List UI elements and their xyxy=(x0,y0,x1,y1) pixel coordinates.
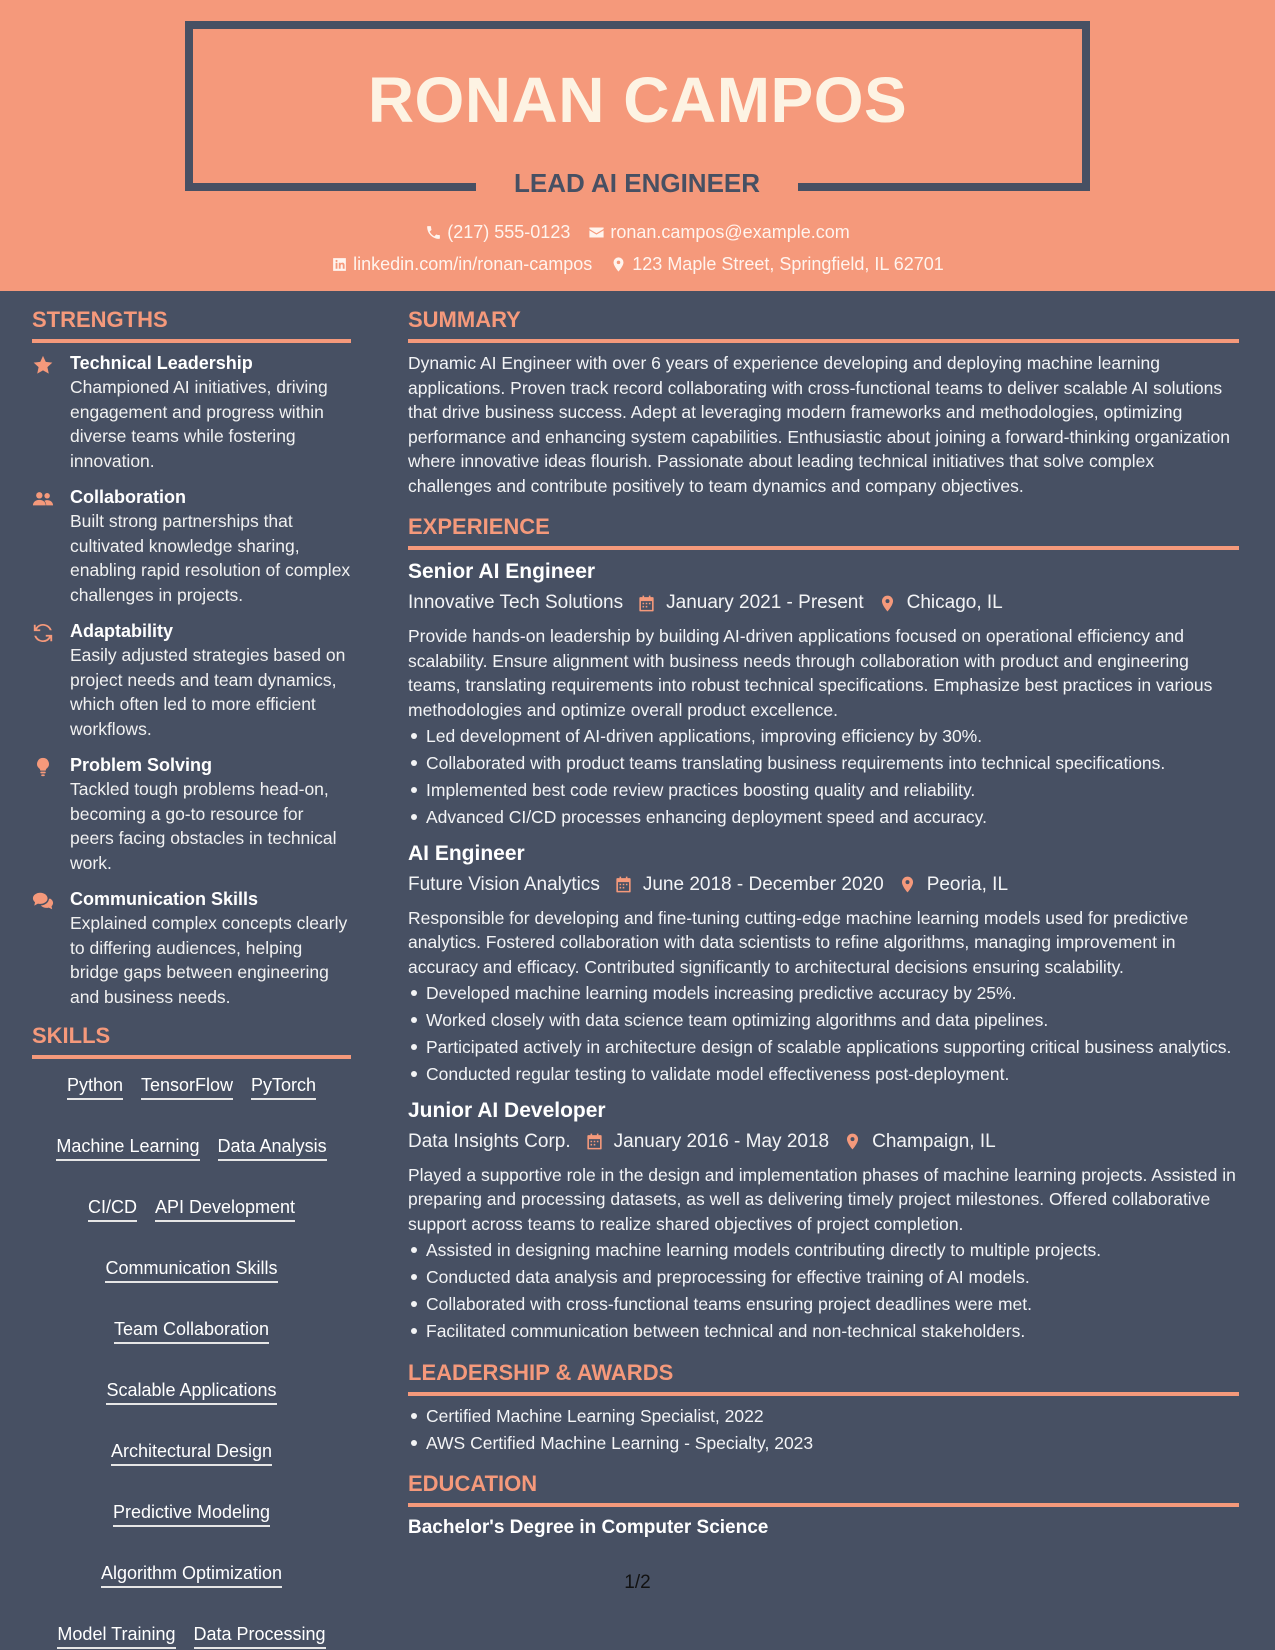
job-entry xyxy=(408,840,1239,1087)
right-column xyxy=(408,305,1239,1541)
bullet-item: Conducted data analysis and preprocessing for effective training of AI models. xyxy=(408,1265,1239,1290)
job-entry xyxy=(408,1097,1239,1344)
job-description: Responsible for developing and fine-tuning cutting-edge machine learning models used for predictive analytics. Fostered collaboration with data scientists to refine algorithms, managing improvement in accuracy and efficacy. Contributed significantly to architectural decisions ensuring scalability. xyxy=(408,907,1189,977)
job-entry xyxy=(408,558,1239,830)
strength-description: Explained complex concepts clearly to differing audiences, helping bridge gaps between engineering and business needs. xyxy=(70,913,348,1007)
address-contact xyxy=(610,252,944,276)
resume-header xyxy=(0,0,1275,291)
job-description: Provide hands-on leadership by building AI-driven applications focused on operational efficiency and scalability. Ensure alignment with business needs through collaboration with product and engineering teams, translating requirements into robust technical specifications. Emphasize best practices in various methodologies and optimize overall product excellence. xyxy=(408,626,1213,720)
strength-item xyxy=(32,351,351,473)
skill-tag: Model Training xyxy=(57,1622,175,1649)
strength-description: Built strong partnerships that cultivated knowledge sharing, enabling rapid resolution of complex challenges in projects. xyxy=(70,511,351,605)
company-name: Innovative Tech Solutions xyxy=(408,592,624,613)
strength-item xyxy=(32,485,351,607)
strength-description: Easily adjusted strategies based on project needs and team dynamics, which often led to more efficient workflows. xyxy=(70,645,346,739)
skill-tag: Machine Learning xyxy=(56,1134,199,1161)
awards-list xyxy=(408,1404,1239,1456)
summary-section xyxy=(408,305,1239,498)
skill-tag: API Development xyxy=(155,1195,295,1222)
company-name: Data Insights Corp. xyxy=(408,1130,571,1152)
page-number: 1/2 xyxy=(624,1572,651,1593)
contact-row xyxy=(0,252,1275,276)
bullet-item: Advanced CI/CD processes enhancing deployment speed and accuracy. xyxy=(408,805,1239,830)
candidate-name: RONAN CAMPOS xyxy=(367,64,908,136)
skills-heading: SKILLS xyxy=(32,1021,351,1059)
summary-heading: SUMMARY xyxy=(408,305,1239,343)
award-item: Certified Machine Learning Specialist, 2022 xyxy=(408,1404,1239,1429)
strength-description: Tackled tough problems head-on, becoming a go-to resource for peers facing obstacles in technical work. xyxy=(70,779,337,873)
skill-tag: Architectural Design xyxy=(111,1439,272,1466)
linkedin-contact[interactable] xyxy=(331,252,592,276)
phone-text: (217) 555-0123 xyxy=(447,222,571,242)
linkedin-icon xyxy=(331,256,348,273)
skill-tag: Python xyxy=(67,1073,123,1100)
calendar-icon xyxy=(585,1132,604,1151)
strength-title: Technical Leadership xyxy=(70,353,253,373)
awards-section xyxy=(408,1358,1239,1456)
star-icon xyxy=(32,354,54,376)
job-dates: January 2016 - May 2018 xyxy=(613,1130,830,1152)
contact-row xyxy=(0,220,1275,244)
bullet-item: Assisted in designing machine learning models contributing directly to multiple projects. xyxy=(408,1238,1239,1263)
company-name: Future Vision Analytics xyxy=(408,873,600,895)
linkedin-text[interactable]: linkedin.com/in/ronan-campos xyxy=(353,254,593,274)
lightbulb-icon xyxy=(32,756,54,778)
bullet-item: Collaborated with product teams translating business requirements into technical specifications. xyxy=(408,751,1239,776)
bullet-item: Participated actively in architecture design of scalable applications supporting critical business analytics. xyxy=(408,1035,1239,1060)
strength-item xyxy=(32,753,351,875)
strength-item xyxy=(32,887,351,1009)
job-title: AI Engineer xyxy=(408,841,525,865)
job-meta xyxy=(408,1127,1239,1157)
job-bullets xyxy=(408,1238,1239,1344)
strength-title: Collaboration xyxy=(70,487,186,507)
skill-tag: Team Collaboration xyxy=(114,1317,269,1344)
map-marker-icon xyxy=(843,1132,862,1151)
education-heading: EDUCATION xyxy=(408,1469,1239,1507)
bullet-item: Led development of AI-driven applications, improving efficiency by 30%. xyxy=(408,724,1239,749)
bullet-item: Collaborated with cross-functional teams ensuring project deadlines were met. xyxy=(408,1292,1239,1317)
strengths-heading: STRENGTHS xyxy=(32,305,351,343)
job-location: Chicago, IL xyxy=(906,592,1003,613)
email-contact[interactable] xyxy=(588,220,849,244)
strength-title: Problem Solving xyxy=(70,755,213,775)
comments-icon xyxy=(32,890,54,912)
job-dates: June 2018 - December 2020 xyxy=(642,873,884,895)
bullet-item: Developed machine learning models increasing predictive accuracy by 25%. xyxy=(408,981,1239,1006)
skill-tag: TensorFlow xyxy=(141,1073,233,1100)
left-column xyxy=(32,305,351,1649)
education-degree: Bachelor's Degree in Computer Science xyxy=(408,1517,769,1538)
phone-icon xyxy=(425,224,442,241)
skill-tag: Predictive Modeling xyxy=(113,1500,270,1527)
bullet-item: Facilitated communication between technical and non-technical stakeholders. xyxy=(408,1319,1239,1344)
skill-tag: Communication Skills xyxy=(105,1256,277,1283)
phone-contact xyxy=(425,220,570,244)
users-icon xyxy=(32,488,54,510)
skill-tag: CI/CD xyxy=(88,1195,137,1222)
strength-item xyxy=(32,619,351,741)
skill-tag: Algorithm Optimization xyxy=(101,1561,282,1588)
bullet-item: Implemented best code review practices boosting quality and reliability. xyxy=(408,778,1239,803)
job-description: Played a supportive role in the design and implementation phases of machine learning projects. Assisted in preparing and processing datasets, as well as delivering timely project milestones. Offered collaborative support across teams to realize shared objectives of project completion. xyxy=(408,1164,1236,1234)
bullet-item: Worked closely with data science team optimizing algorithms and data pipelines. xyxy=(408,1008,1239,1033)
job-location: Peoria, IL xyxy=(926,873,1009,895)
education-section xyxy=(408,1469,1239,1541)
bullet-item: Conducted regular testing to validate model effectiveness post-deployment. xyxy=(408,1062,1239,1087)
map-marker-icon xyxy=(898,875,917,894)
skill-tag: Scalable Applications xyxy=(106,1378,276,1405)
sync-icon xyxy=(32,622,54,644)
job-title: Junior AI Developer xyxy=(408,1098,606,1122)
job-title: Senior AI Engineer xyxy=(408,560,596,583)
calendar-icon xyxy=(637,594,656,613)
strength-title: Adaptability xyxy=(70,621,174,641)
envelope-icon xyxy=(588,224,605,241)
skill-tag: PyTorch xyxy=(251,1073,316,1100)
summary-text: Dynamic AI Engineer with over 6 years of experience developing and deploying machine learning applications. Proven track record collaborating with cross-functional teams to deliver scalable AI solutions that drive business success. Adept at leveraging modern frameworks and methodologies, optimizing performance and enhancing system capabilities. Enthusiastic about joining a forward-thinking organization where innovative ideas flourish. Passionate about leading technical initiatives that solve complex challenges and contribute positively to team dynamics and company objectives. xyxy=(408,353,1231,496)
job-meta xyxy=(408,870,1239,900)
strength-title: Communication Skills xyxy=(70,889,259,909)
calendar-icon xyxy=(614,875,633,894)
job-bullets xyxy=(408,724,1239,830)
job-role-title: LEAD AI ENGINEER xyxy=(513,168,761,198)
award-item: AWS Certified Machine Learning - Specialty, 2023 xyxy=(408,1431,1239,1456)
skill-tag: Data Processing xyxy=(194,1622,326,1649)
job-bullets xyxy=(408,981,1239,1087)
skill-tag: Data Analysis xyxy=(218,1134,327,1161)
job-location: Champaign, IL xyxy=(872,1130,996,1152)
map-marker-icon xyxy=(878,594,897,613)
job-meta xyxy=(408,588,1239,618)
strength-description: Championed AI initiatives, driving engagement and progress within diverse teams while fostering innovation. xyxy=(70,377,328,471)
skills-section xyxy=(32,1021,351,1649)
experience-heading: EXPERIENCE xyxy=(408,512,1239,550)
experience-section xyxy=(408,512,1239,1344)
email-text[interactable]: ronan.campos@example.com xyxy=(610,222,850,242)
address-text: 123 Maple Street, Springfield, IL 62701 xyxy=(632,254,944,274)
job-dates: January 2021 - Present xyxy=(666,592,864,613)
strengths-section xyxy=(32,305,351,1009)
map-marker-icon xyxy=(610,256,627,273)
skills-list xyxy=(32,1067,351,1649)
awards-heading: LEADERSHIP & AWARDS xyxy=(408,1358,1239,1396)
